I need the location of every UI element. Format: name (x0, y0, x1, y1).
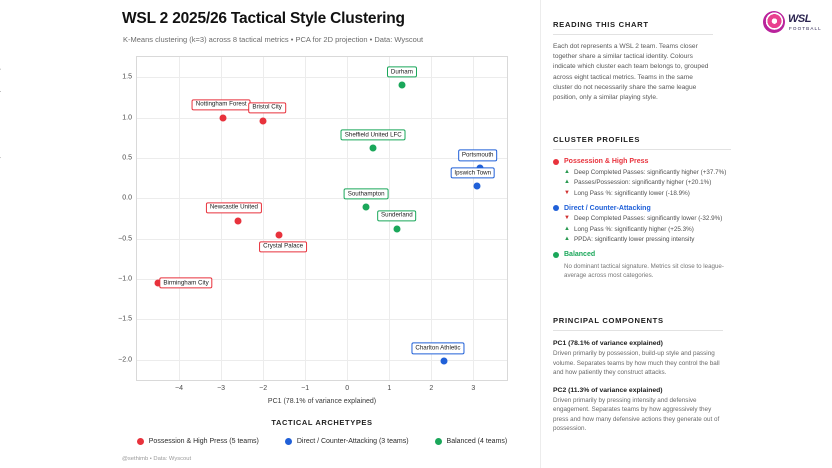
scatter-point[interactable] (440, 358, 447, 365)
legend-item[interactable] (137, 438, 259, 445)
scatter-point[interactable] (260, 117, 267, 124)
cluster-heading (553, 251, 731, 258)
y-axis-label (0, 67, 1, 175)
y-axis-tick-label: 0.5 (122, 154, 132, 162)
x-axis-tick-label: −2 (259, 385, 268, 392)
y-axis-tick-label: 1.5 (122, 73, 132, 81)
cluster-metric (553, 226, 731, 233)
cluster-metric (553, 169, 731, 176)
cluster-heading (553, 158, 731, 165)
arrow-up-icon: ▲ (564, 236, 570, 242)
wsl-football-logo (763, 10, 821, 40)
divider (553, 34, 713, 35)
principal-components-section (553, 316, 723, 434)
legend-item[interactable] (285, 438, 409, 445)
gridline-vertical (179, 57, 180, 380)
reading-body: Each dot represents a WSL 2 team. Teams closer together share a similar tactical identity. Colours indicate which cluster each team belongs to, grouped across eight tactical metrics. Teams in the same cluster do not necessarily share the same league position, only a similar playing style. (553, 43, 709, 102)
y-axis-tick-label: 1.0 (122, 114, 132, 122)
cluster-name: Direct / Counter-Attacking (564, 204, 651, 212)
legend-dot-icon (435, 438, 442, 445)
cluster-profiles-title: CLUSTER PROFILES (553, 135, 641, 144)
cluster-metric (553, 236, 731, 243)
gridline-horizontal (137, 158, 507, 159)
team-label: Bristol City (248, 102, 286, 113)
scatter-point[interactable] (276, 231, 283, 238)
scatter-point[interactable] (393, 225, 400, 232)
team-label: Sheffield United LFC (341, 130, 406, 141)
metric-text: Long Pass %: significantly lower (-18.9%) (573, 189, 690, 197)
x-axis-tick-label: −1 (301, 385, 310, 392)
scatter-plot-area (118, 56, 508, 392)
gridline-vertical (473, 57, 474, 380)
cluster-note: No dominant tactical signature. Metrics sit close to league-average across most categories. (564, 263, 724, 280)
gridline-vertical (431, 57, 432, 380)
y-axis-tick-label: 0.0 (122, 194, 132, 202)
x-axis-tick-label: −3 (217, 385, 226, 392)
principal-component-list (553, 340, 723, 434)
team-label: Portsmouth (458, 150, 498, 161)
cluster-name: Possession & High Press (564, 158, 649, 165)
principal-component-heading: PC1 (78.1% of variance explained) (553, 340, 663, 347)
cluster-metric (553, 190, 731, 197)
metric-text: Long Pass %: significantly higher (+25.3%) (573, 225, 694, 233)
team-label: Newcastle United (206, 202, 262, 213)
arrow-up-icon: ▲ (564, 179, 570, 185)
y-axis-tick-label: −1.5 (118, 315, 132, 323)
gridline-horizontal (137, 198, 507, 199)
team-label: Charlton Athletic (411, 343, 464, 354)
team-label: Birmingham City (159, 277, 212, 288)
arrow-down-icon: ▼ (564, 215, 570, 221)
legend-label: Possession & High Press (5 teams) (148, 437, 259, 445)
arrow-down-icon: ▼ (564, 189, 570, 196)
reading-title: READING THIS CHART (553, 20, 649, 29)
team-label: Durham (387, 67, 417, 78)
cluster-dot-icon (553, 205, 559, 211)
team-label: Ipswich Town (450, 168, 495, 179)
y-axis-tick-label: −1.0 (118, 275, 132, 283)
cluster-list (553, 158, 731, 281)
x-axis-tick-label: 1 (387, 385, 392, 392)
principal-component-heading: PC2 (11.3% of variance explained) (553, 386, 663, 394)
divider (553, 149, 731, 150)
page-subtitle: K-Means clustering (k=3) across 8 tactical metrics • PCA for 2D projection • Data: Wyscout (123, 35, 424, 44)
legend-label: Balanced (4 teams) (446, 437, 508, 445)
metric-text: Passes/Possession: significantly higher (+20.1%) (573, 179, 712, 186)
cluster-dot-icon (553, 159, 559, 165)
gridline-horizontal (137, 239, 507, 240)
cluster-metric (553, 179, 731, 186)
x-axis-tick-label: 3 (471, 385, 476, 392)
scatter-point[interactable] (370, 145, 377, 152)
legend-title: TACTICAL ARCHETYPES (271, 418, 373, 427)
x-axis-label: PC1 (78.1% of variance explained) (267, 398, 377, 405)
metric-text: Deep Completed Passes: significantly higher (+37.7%) (573, 168, 727, 176)
logo-wordmark: WSL (788, 13, 811, 25)
x-axis-tick-label: 2 (429, 385, 434, 392)
team-label: Southampton (344, 189, 389, 200)
divider (553, 330, 723, 331)
legend-dot-icon (137, 438, 144, 445)
scatter-point[interactable] (220, 114, 227, 121)
x-axis-tick-label: −4 (175, 385, 184, 392)
page-title: WSL 2 2025/26 Tactical Style Clustering (122, 10, 405, 27)
gridline-horizontal (137, 360, 507, 361)
gridline-vertical (305, 57, 306, 380)
legend-item[interactable] (435, 438, 508, 445)
arrow-up-icon: ▲ (564, 225, 570, 232)
gridline-horizontal (137, 118, 507, 119)
metric-text: Deep Completed Passes: significantly lower (-32.9%) (573, 215, 723, 222)
y-axis-tick-label: −2.0 (118, 356, 132, 364)
y-axis-tick-label: −0.5 (118, 235, 132, 243)
cluster-profiles-section (553, 135, 731, 281)
gridline-horizontal (137, 319, 507, 320)
team-label: Sunderland (377, 210, 417, 221)
wsl-logo-icon (763, 11, 785, 33)
principal-component-body: Driven primarily by pressing intensity and defensive engagement. Separates teams by how aggressively they press and how many defensive actions they generate out of possession. (553, 396, 720, 433)
principal-component-body: Driven primarily by possession, build-up style and passing volume. Separates teams by how much they control the ball and how patiently they construct attacks. (553, 350, 720, 377)
cluster-heading (553, 205, 731, 212)
x-axis-tick-label: 0 (345, 385, 350, 392)
cluster-name: Balanced (564, 251, 596, 258)
cluster-dot-icon (553, 252, 559, 258)
legend (136, 433, 508, 449)
cluster-metric (553, 215, 731, 222)
scatter-point[interactable] (234, 217, 241, 224)
metric-text: PPDA: significantly lower pressing intensity (573, 236, 695, 243)
credit-text: @sethimb • Data: Wyscout (122, 456, 192, 462)
gridline-horizontal (137, 77, 507, 78)
reading-this-chart-section (553, 20, 713, 103)
principal-components-title: PRINCIPAL COMPONENTS (553, 316, 664, 325)
team-label: Crystal Palace (259, 241, 307, 252)
gridline-vertical (347, 57, 348, 380)
arrow-up-icon: ▲ (564, 168, 570, 175)
legend-label: Direct / Counter-Attacking (3 teams) (296, 437, 409, 445)
scatter-point[interactable] (363, 204, 370, 211)
sidebar (540, 0, 832, 468)
scatter-point[interactable] (398, 82, 405, 89)
legend-dot-icon (285, 438, 292, 445)
logo-subtext: FOOTBALL (789, 26, 822, 31)
scatter-point[interactable] (473, 183, 480, 190)
team-label: Nottingham Forest (192, 99, 251, 110)
